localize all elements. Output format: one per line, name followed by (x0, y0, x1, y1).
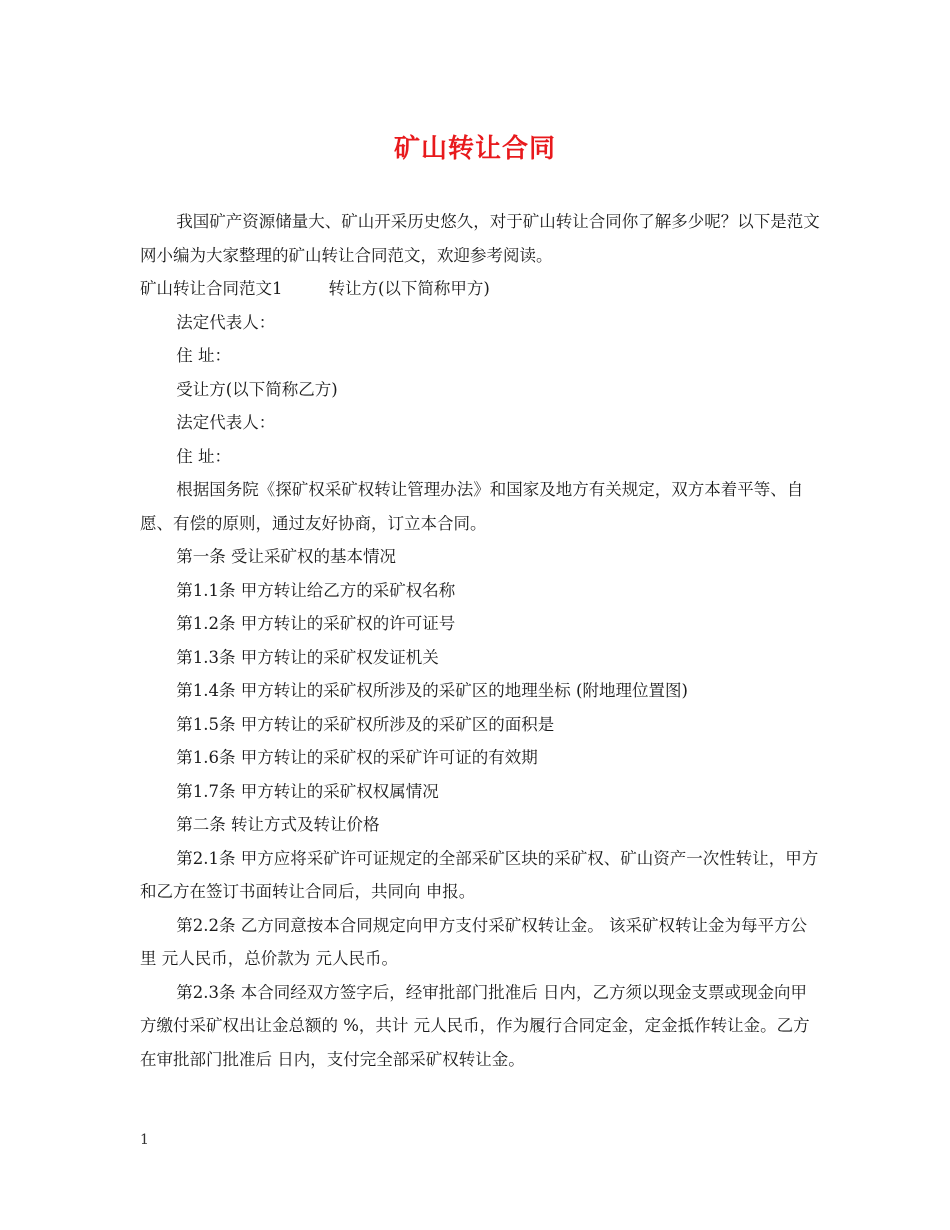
basis-paragraph: 根据国务院《探矿权采矿权转让管理办法》和国家及地方有关规定，双方本着平等、自愿、有偿的原则，通过友好协商，订立本合同。 (140, 480, 804, 533)
article-1-5: 第1.5条 甲方转让的采矿权所涉及的采矿区的面积是 (176, 714, 555, 734)
article-1-1: 第1.1条 甲方转让给乙方的采矿权名称 (176, 580, 456, 600)
document-body (140, 205, 820, 1076)
article-1-heading: 第一条 受让采矿权的基本情况 (176, 547, 397, 566)
sample-heading-line (140, 272, 820, 306)
legal-rep-2: 法定代表人： (176, 413, 276, 432)
address-1: 住 址： (176, 346, 232, 365)
article-1-2: 第1.2条 甲方转让的采矿权的许可证号 (176, 614, 456, 633)
article-2-3: 第2.3条 本合同经双方签字后，经审批部门批准后 日内，乙方须以现金支票或现金向甲方缴付采矿权出让金总额的 %，共计 元人民币，作为履行合同定金，定金抵作转让金。乙方在审批部门批准后 日内，支付完全部采矿权转让金。 (140, 982, 810, 1069)
address-2: 住 址： (176, 446, 232, 466)
transferor-label: 转让方(以下简称甲方) (328, 279, 490, 298)
article-2-1: 第2.1条 甲方应将采矿许可证规定的全部采矿区块的采矿权、矿山资产一次性转让，甲方和乙方在签订书面转让合同后，共同向 申报。 (140, 848, 819, 901)
article-1-4: 第1.4条 甲方转让的采矿权所涉及的采矿区的地理坐标 (附地理位置图) (176, 681, 688, 700)
article-1-3: 第1.3条 甲方转让的采矿权发证机关 (176, 647, 439, 667)
article-2-2: 第2.2条 乙方同意按本合同规定向甲方支付采矿权转让金。 该采矿权转让金为每平方公里 元人民币，总价款为 元人民币。 (140, 915, 808, 968)
intro-paragraph: 我国矿产资源储量大、矿山开采历史悠久，对于矿山转让合同你了解多少呢？以下是范文网小编为大家整理的矿山转让合同范文，欢迎参考阅读。 (140, 212, 820, 265)
page-number: 1 (140, 1132, 149, 1148)
article-2-heading: 第二条 转让方式及转让价格 (176, 815, 380, 834)
transferee-label: 受让方(以下简称乙方) (176, 379, 338, 399)
article-1-6: 第1.6条 甲方转让的采矿权的采矿许可证的有效期 (176, 748, 538, 767)
document-title: 矿山转让合同 (393, 134, 556, 164)
sample-heading: 矿山转让合同范文1 (140, 279, 283, 298)
article-1-7: 第1.7条 甲方转让的采矿权权属情况 (176, 781, 439, 801)
legal-rep-1: 法定代表人： (176, 312, 276, 332)
